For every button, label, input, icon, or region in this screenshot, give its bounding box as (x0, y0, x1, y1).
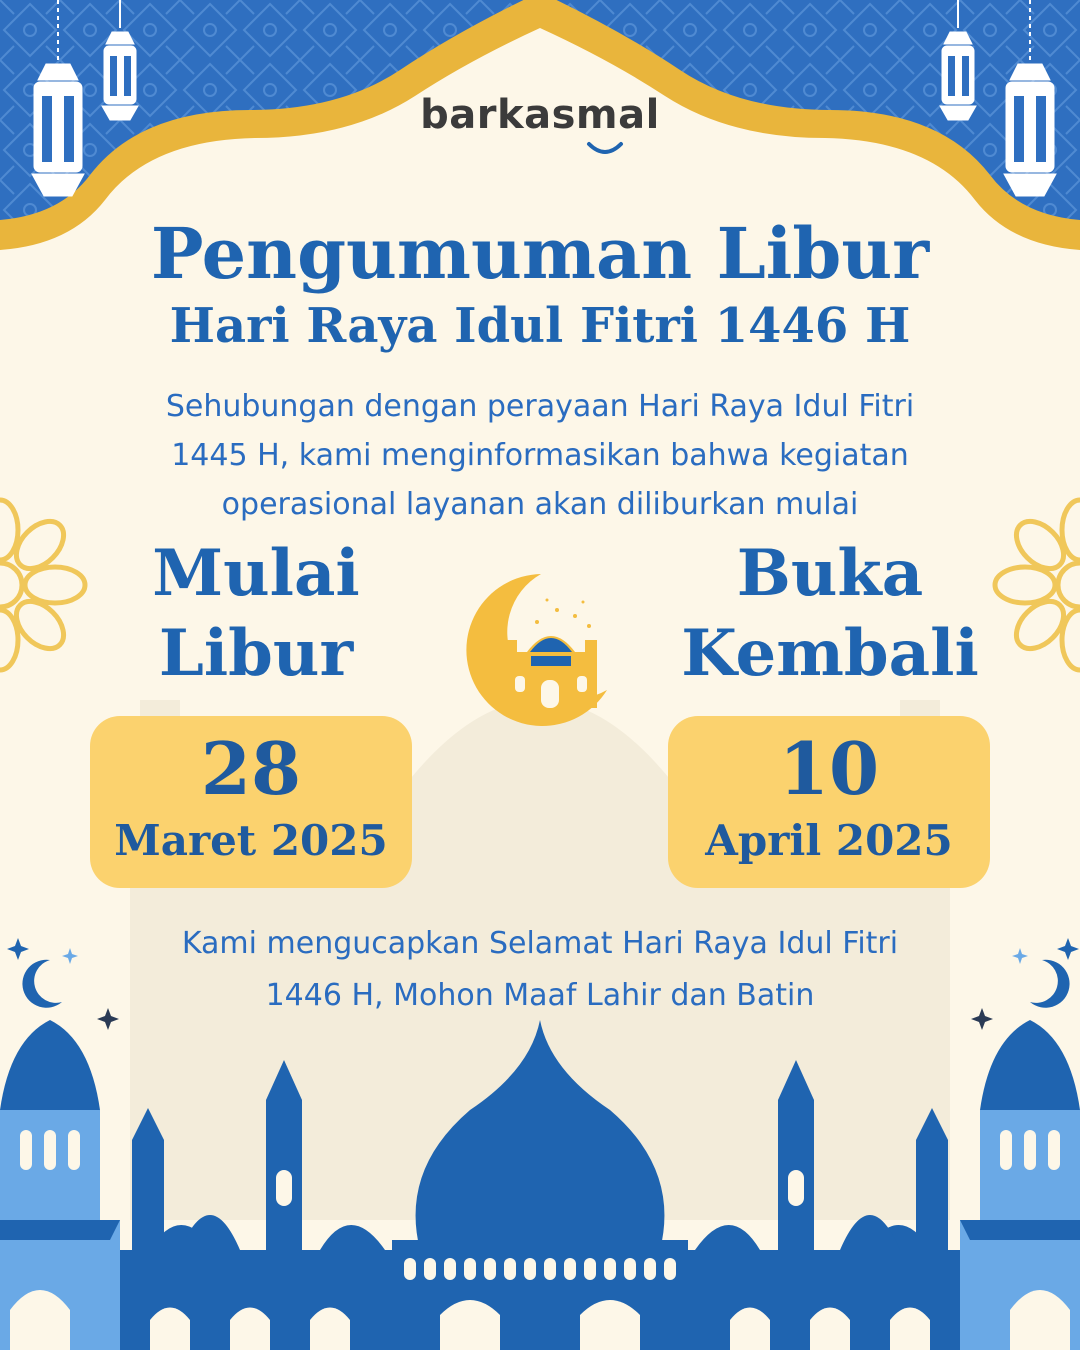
intro-line: operasional layanan akan diliburkan mulai (221, 487, 859, 522)
holiday-start-date (90, 716, 412, 888)
reopen-day: 10 (778, 726, 880, 811)
holiday-start-heading: Mulai Libur (152, 536, 360, 691)
intro-line: Sehubungan dengan perayaan Hari Raya Idul Fitri (165, 389, 915, 424)
flower-ornament-icon (0, 490, 90, 680)
page-title: Pengumuman Libur (150, 212, 930, 295)
closing-paragraph (90, 918, 990, 1022)
start-day: 28 (200, 726, 302, 811)
start-month-year: Maret 2025 (114, 816, 388, 865)
reopen-heading: Buka Kembali (681, 536, 979, 691)
brand-logo: barkasmal (420, 92, 660, 138)
intro-line: 1445 H, kami menginformasikan bahwa kegiatan (171, 438, 909, 473)
reopen-date (668, 716, 990, 888)
intro-paragraph (90, 382, 990, 529)
mosque-silhouette (0, 1020, 1080, 1350)
closing-line: Kami mengucapkan Selamat Hari Raya Idul Fitri (181, 926, 899, 961)
page-subtitle: Hari Raya Idul Fitri 1446 H (169, 298, 911, 354)
reopen-month-year: April 2025 (705, 816, 953, 865)
flower-ornament-icon (990, 490, 1080, 680)
crescent-mosque-icon (455, 570, 615, 735)
closing-line: 1446 H, Mohon Maaf Lahir dan Batin (265, 978, 815, 1013)
smile-icon (585, 140, 625, 160)
